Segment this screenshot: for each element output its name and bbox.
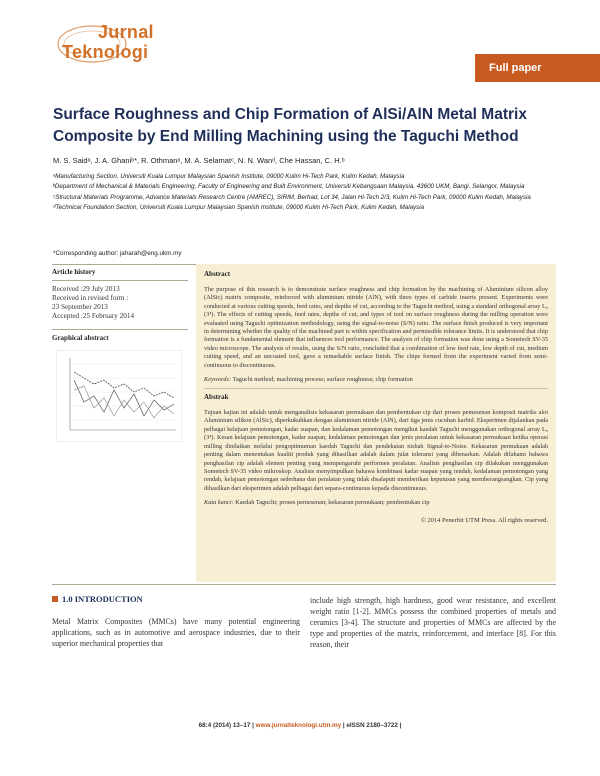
abstract-text: The purpose of this research is to demonstrate surface roughness and chip formation by the machining of Aluminium silicon alloy (AlSic) matrix composite, reinforced with aluminium nitride (AlN), with three types of carbide inserts present. Experiments were conducted at various cutting speeds, feed rates, and depths of cut, according to the Taguchi method, using a standard orthogonal array L₉ (3⁴). The effects of cutting speeds, feed rates, depths of cut, and types of tool on surface roughness during the milling operation were evaluated using Taguchi optimization methodology, using the signal-to-noise (S/N) ratio. The surface finish produced is very important in determining whether the quality of the machined part is within specification and permissible tolerance limits. It is understood that chip formation is a fundamental element that influences tool performance. The analysis of chip formation was done using a Sometech SV-35 video microscope. The analysis of results, using the S/N ratio, concluded that a combination of low feed rate, low depth of cut, medium cutting speed, and an uncoated tool, gave a remarkable surface finish. The chips formed from the experiment varied from semi-continuous to discontinuous. <box>204 286 548 369</box>
copyright: © 2014 Penerbit UTM Press. All rights reserved. <box>420 517 548 525</box>
footer-url[interactable]: www.jurnalteknologi.utm.my <box>255 722 342 729</box>
paper-title: Surface Roughness and Chip Formation of AlSi/AlN Metal Matrix Composite by End Milling Machining using the Taguchi Method <box>53 106 527 145</box>
introduction-heading <box>52 594 143 604</box>
introduction-column-1: Metal Matrix Composites (MMCs) have many potential engineering applications, such as in automotive and aerospace industries, due to their superior mechanical properties that <box>52 617 300 649</box>
keywords-label: Keywords: <box>204 376 232 384</box>
abstrak-text: Tujuan kajian ini adalah untuk menganalisis kekasaran permukaan dan pembentukan cip dari proses pemesenan komposit matriks aloi Aluminium silikon (AlSic), diperkukuhkan dengan aluminium nitride (AlN), dari tiga jenis cucuhan karbid. Eksperimen dijalankan pada pelbagai kelajuan pemotongan, kadar suapan, dan kedalaman pemotongan mengikut kaedah Taguchi menggunakan orthogonal array L₉ (3⁴). Kesan kelajuan pemotongan, kadar suapan, kedalaman pemotongan dan jenis peralatan untuk kekasaran permukaan ketika operasi milling dinilaikan melalui pengoptimuman kaedah Taguchi dan pendekatan nisbah Signal-to-Noise. Kekasaran permukaan adalah penting dalam menentukan kualiti produk yang dihasilkan adalah dalam julat toleransi yang dibenarkan. Adalah difahami bahawa penghasilan cip adalah elemen penting yang mempengaruhi performen peralatan. Analisis penghasilan cip dilakukan menggunakan Sometech SV-35 video mikroskop. Analisis menyimpulkan bahawa kombinasi kadar suapan yang rendah, kedalaman pemotongan yang rendah, kelajuan pemotongan sederhana dan peralatan yang tidak disalaputi memberikan keputusan yang memberangsangkan. Cip yang dihasilkan dari eksperimen adalah pelbagai dari separa-continuous kepada discontinuous. <box>204 409 548 492</box>
article-history <box>52 268 188 352</box>
received-date: Received :29 July 2013 <box>52 285 120 293</box>
footer-citation: 68:4 (2014) 13–17 | <box>198 722 254 729</box>
divider <box>204 388 548 389</box>
affiliation-a: ᵃManufacturing Section, Universiti Kuala Lumpur Malaysian Spanish Institute, 09000 Kulim Hi-Tech Park, Kulim Kedah, Malaysia <box>53 173 405 180</box>
full-paper-badge: Full paper <box>475 54 600 82</box>
introduction-column-2: include high strength, high hardness, good wear resistance, and excellent weight ratio [1-2]. MMCs possess the combined properties of metals and ceramics [3-4]. The structure and properties of MMCs are affected by the type and properties of the matrix, reinforcement, and interface [8]. For this reason, their <box>310 596 556 650</box>
accepted-date: Accepted :25 February 2014 <box>52 312 135 320</box>
abstrak-keywords <box>204 499 548 507</box>
abstract-keywords <box>204 376 548 384</box>
revised-label: Received in revised form : <box>52 294 129 302</box>
logo-line1: Jurnal <box>98 22 154 42</box>
graphical-abstract-image <box>56 350 182 442</box>
graphical-abstract-heading: Graphical abstract <box>52 334 109 342</box>
introduction-heading-text: 1.0 INTRODUCTION <box>62 594 143 604</box>
journal-logo <box>52 20 162 80</box>
authors: M. S. Saidᵃ, J. A. Ghaniᵇ*, R. Othmanᵃ, M. A. Selamatᶜ, N. N. Wanᵈ, Che Hassan, C. H.ᵇ <box>53 156 345 165</box>
corresponding-author: *Corresponding author: jaharah@eng.ukm.my <box>53 250 182 257</box>
revised-date: 23 September 2013 <box>52 303 108 311</box>
abstrak-heading: Abstrak <box>204 393 229 402</box>
page-footer <box>0 722 600 729</box>
divider <box>52 584 556 585</box>
kata-kunci-label: Kata kunci: <box>204 499 234 507</box>
keywords-text: Taguchi method; machining process; surface roughness; chip formation <box>232 376 413 384</box>
abstract-box <box>196 264 556 582</box>
section-bullet-icon <box>52 596 58 602</box>
kata-kunci-text: Kaedah Taguchi; proses pemesenan; kekasaran permukaan; pembentukan cip <box>235 499 430 507</box>
divider <box>52 329 188 330</box>
logo-line2: Teknologi <box>62 42 149 62</box>
divider <box>52 280 188 281</box>
affiliation-d: ᵈTechnical Foundation Section, Universiti Kuala Lumpur Malaysian Spanish Institute, 09000 Kulim Hi-Tech Park, Kulim Kedah, Malaysia <box>53 203 425 211</box>
affiliations <box>53 172 553 213</box>
abstract-heading: Abstract <box>204 270 231 278</box>
article-history-heading: Article history <box>52 268 96 276</box>
footer-issn: | eISSN 2180–3722 | <box>342 722 402 729</box>
affiliation-b: ᵇDepartment of Mechanical & Materials Engineering, Faculty of Engineering and Built Environment, Universiti Kebangsaan Malaysia, 43600 UKM, Bangi, Selangor, Malaysia <box>53 183 525 191</box>
affiliation-c: ᶜStructural Materials Programme, Advance Materials Research Centre (AMREC), SIRIM, Berhad, Lot 34, Jalan Hi-Tech 2/3, Kulim Hi-Tech Park, 09000 Kulim Kedah, Malaysia <box>53 193 531 201</box>
